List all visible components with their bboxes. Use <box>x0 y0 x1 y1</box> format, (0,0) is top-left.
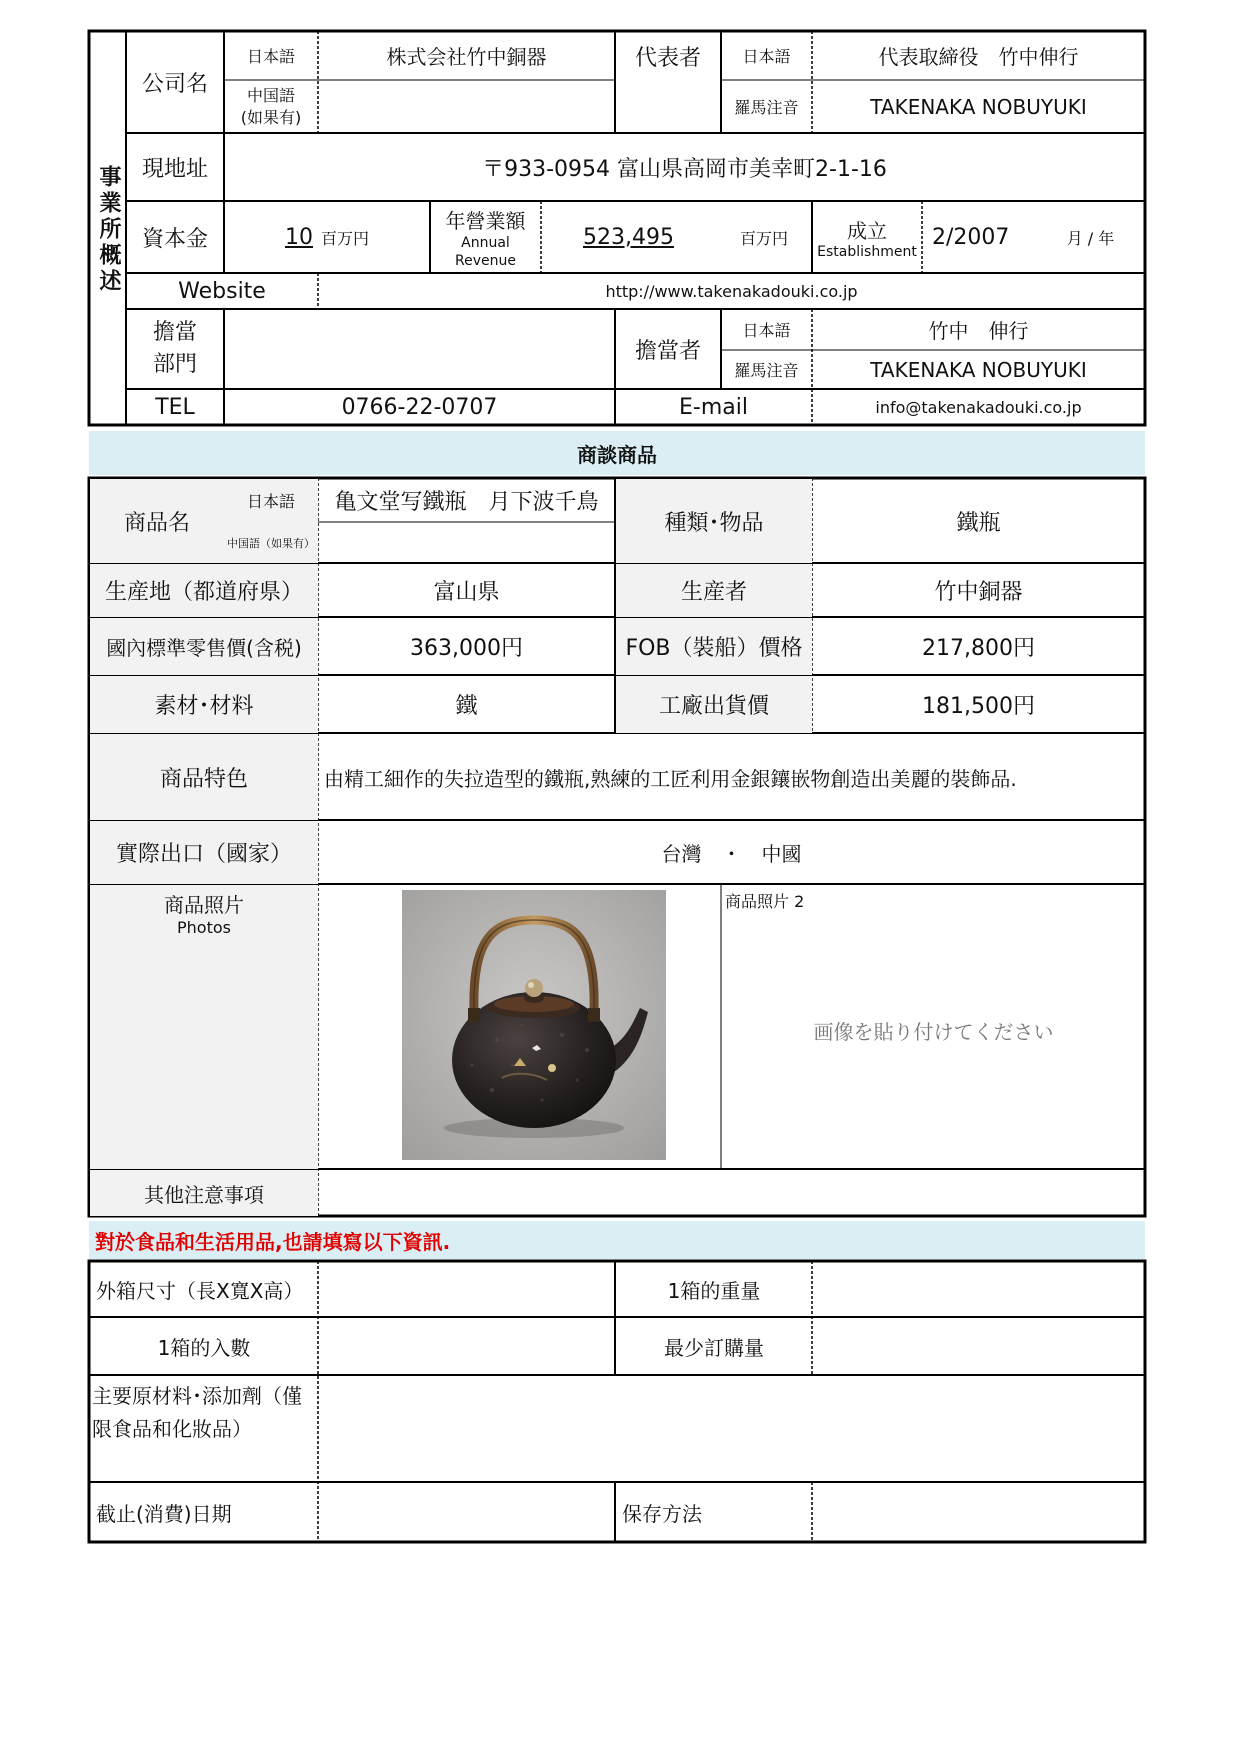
address-label: 現地址 <box>141 156 208 182</box>
contact-person-label: 擔當者 <box>634 338 701 364</box>
category-value[interactable]: 鐵瓶 <box>956 510 1001 536</box>
rep-name-roman[interactable]: TAKENAKA NOBUYUKI <box>870 94 1087 119</box>
company-name-jp[interactable]: 株式会社竹中銅器 <box>386 45 547 69</box>
feature-label: 商品特色 <box>90 734 318 820</box>
lang-jp-label: 日本語 <box>246 47 295 66</box>
iron-kettle-image <box>402 890 666 1160</box>
fob-price-label: FOB（裝船）價格 <box>616 618 812 675</box>
revenue-unit: 百万円 <box>739 228 788 248</box>
box-size-value[interactable] <box>318 1262 615 1317</box>
photo-label-en: Photos <box>177 918 231 937</box>
tel-label: TEL <box>155 394 195 420</box>
qty-per-box-value[interactable] <box>318 1318 615 1375</box>
email-value[interactable]: info@takenakadouki.co.jp <box>875 397 1082 417</box>
export-label: 實際出口（國家） <box>90 821 318 884</box>
section-label-company <box>90 140 126 320</box>
origin-value[interactable]: 富山県 <box>433 580 500 605</box>
product-name-jp[interactable]: 亀文堂写鐵瓶 月下波千鳥 <box>334 490 599 515</box>
address-value[interactable]: 〒933-0954 富山県高岡市美幸町2-1-16 <box>482 156 887 182</box>
material-value[interactable]: 鐵 <box>455 694 478 719</box>
contact-name-roman[interactable]: TAKENAKA NOBUYUKI <box>870 357 1087 382</box>
rep-name-jp[interactable]: 代表取締役 竹中伸行 <box>878 45 1079 69</box>
storage-value[interactable] <box>812 1483 1145 1542</box>
capital-unit: 百万円 <box>320 228 369 248</box>
export-value[interactable]: 台灣 ・ 中國 <box>661 842 802 866</box>
website-value[interactable]: http://www.takenakadouki.co.jp <box>605 281 858 301</box>
lang-cn-label: 中国語 (如果有) <box>240 85 302 127</box>
category-label: 種類･物品 <box>616 479 812 563</box>
capital-label: 資本金 <box>141 226 208 252</box>
department-value[interactable] <box>224 309 615 389</box>
ingredients-label: 主要原材料･添加劑（僅限食品和化妝品） <box>92 1384 302 1441</box>
photo2-label: 商品照片 2 <box>725 892 805 911</box>
photo-label: 商品照片 <box>164 893 244 917</box>
contact-lang-roman-label: 羅馬注音 <box>734 361 799 380</box>
notes-value[interactable] <box>318 1170 1145 1216</box>
revenue-label: 年營業額 <box>445 208 526 233</box>
revenue-label-en: Annual Revenue <box>455 234 516 269</box>
producer-label: 生産者 <box>616 564 812 617</box>
capital-value[interactable]: 10 <box>284 224 313 250</box>
product-photo[interactable] <box>402 890 666 1160</box>
section-label-text: 事業所概述 <box>96 165 121 295</box>
factory-price-value[interactable]: 181,500円 <box>922 694 1035 719</box>
expiry-value[interactable] <box>318 1483 615 1542</box>
ingredients-value[interactable] <box>318 1376 1145 1482</box>
factory-price-label: 工廠出貨價 <box>616 676 812 733</box>
established-unit: 月 / 年 <box>1066 228 1115 248</box>
department-label: 擔當 部門 <box>152 320 197 377</box>
product-name-label: 商品名 <box>90 479 224 563</box>
fob-price-value[interactable]: 217,800円 <box>922 636 1035 661</box>
product-name-cn[interactable] <box>318 522 615 563</box>
product-section-title: 商談商品 <box>89 431 1145 475</box>
notes-label: 其他注意事項 <box>90 1170 318 1216</box>
expiry-label: 截止(消費)日期 <box>96 1502 232 1526</box>
company-name-label: 公司名 <box>141 71 208 97</box>
retail-price-value[interactable]: 363,000円 <box>410 636 523 661</box>
box-weight-value[interactable] <box>812 1262 1145 1317</box>
revenue-label-cell <box>430 201 541 273</box>
established-label: 成立 <box>847 218 887 243</box>
contact-lang-jp-label: 日本語 <box>742 321 791 340</box>
representative-label: 代表者 <box>634 45 701 71</box>
rep-lang-roman-label: 羅馬注音 <box>734 98 799 117</box>
storage-label: 保存方法 <box>622 1502 702 1526</box>
moq-value[interactable] <box>812 1318 1145 1375</box>
tel-value[interactable]: 0766-22-0707 <box>341 394 498 420</box>
box-weight-label: 1箱的重量 <box>667 1279 761 1303</box>
photo-label-cell <box>90 885 318 1169</box>
contact-name-jp[interactable]: 竹中 伸行 <box>928 319 1029 343</box>
origin-label: 生産地（都道府県） <box>90 564 318 617</box>
qty-per-box-label: 1箱的入數 <box>157 1336 251 1360</box>
photo2-placeholder[interactable]: 画像を貼り付けてください <box>813 1019 1054 1044</box>
producer-value[interactable]: 竹中銅器 <box>934 580 1023 605</box>
established-value[interactable]: 2/2007 <box>932 224 1010 250</box>
product-lang-jp-label: 日本語 <box>224 479 318 522</box>
material-label: 素材･材料 <box>90 676 318 733</box>
revenue-value[interactable]: 523,495 <box>583 224 674 250</box>
email-label: E-mail <box>679 394 748 420</box>
feature-value[interactable]: 由精工細作的失拉造型的鐵瓶,熟練的工匠利用金銀鑲嵌物創造出美麗的裝飾品. <box>324 766 1017 791</box>
capital-cell <box>224 201 430 273</box>
rep-lang-jp-label: 日本語 <box>742 47 791 66</box>
website-label: Website <box>178 278 266 304</box>
moq-label: 最少訂購量 <box>664 1336 764 1360</box>
product-lang-cn-label: 中国語（如果有） <box>224 522 318 563</box>
food-notice: 對於食品和生活用品,也請填寫以下資訊. <box>89 1221 1145 1259</box>
retail-price-label: 國內標準零售價(含税) <box>90 618 318 675</box>
established-label-cell <box>812 201 922 273</box>
box-size-label: 外箱尺寸（長X寬X高） <box>96 1279 304 1303</box>
established-label-en: Establishment <box>817 243 917 260</box>
company-name-cn[interactable] <box>318 80 615 133</box>
